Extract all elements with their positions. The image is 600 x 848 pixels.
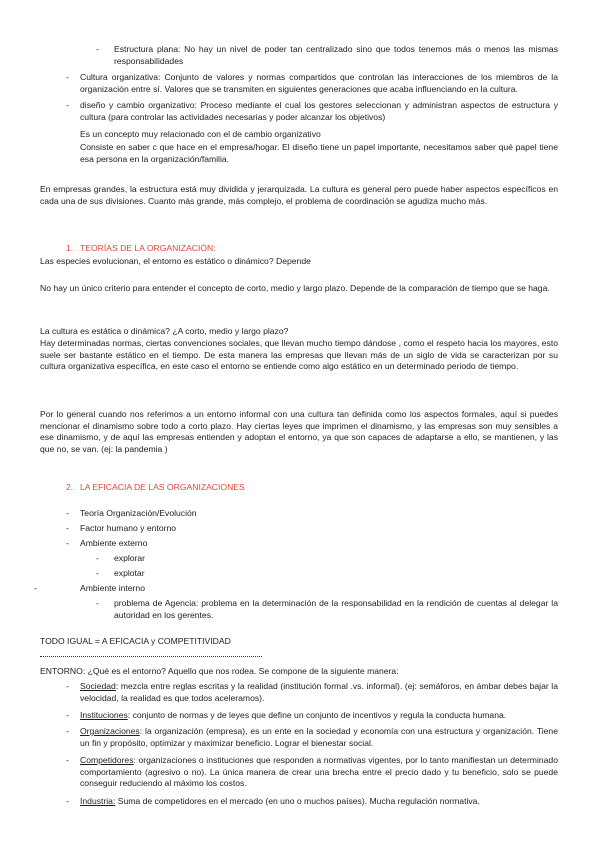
criterio-paragraph: No hay un único criterio para entender el concepto de corto, medio y largo plazo. Depende de la comparación de tiempo que se haga. — [40, 283, 550, 293]
sub-list-item: explotar — [114, 568, 145, 578]
list-item: Ambiente interno — [80, 583, 145, 593]
bullet-dash: - — [66, 755, 69, 765]
bullet-dash: - — [96, 553, 99, 563]
section1-title: TEORÍAS DE LA ORGANIZACIÓN: — [80, 243, 216, 253]
term-label: Sociedad — [80, 681, 116, 691]
section1-number: 1. — [66, 243, 74, 253]
general-paragraph: Por lo general cuando nos referimos a un entorno informal con una cultura tan definida como los aspectos formales, aquí si puedes mencionar el dinamismo sobre todo a corto plazo. Hay ciertas leyes que imprimen el dinamismo, y las empresas son muy sensibles a ese dinamismo, y de aquí las empresas entienden y adoptan el entorno, ya que son capaces de adaptarse a ello, se mantienen, y las que no, se van. (ej: la pandemia ) — [40, 409, 558, 454]
list-item: Factor humano y entorno — [80, 523, 177, 533]
bullet-dash: - — [96, 44, 99, 54]
term-definition: la organización (empresa), es un ente en la sociedad y economía con una estructura y organización. Tiene un fin y propósito, optimizar y maximizar beneficio. Lograr el bienestar social. — [80, 726, 558, 748]
term-label: Industria: — [80, 796, 116, 806]
bullet-dash: - — [66, 796, 69, 806]
term-label: Competidores — [80, 755, 134, 765]
term-definition: conjunto de normas y de leyes que define un conjunto de incentivos y regula la conducta humana. — [132, 710, 507, 720]
todo-igual-heading: TODO IGUAL = A EFICACIA y COMPETITIVIDAD — [40, 636, 231, 646]
term-label: Organizaciones — [80, 726, 140, 736]
bullet-dash: - — [96, 598, 99, 608]
bullet-dash: - — [66, 100, 69, 110]
list-item: Ambiente externo — [80, 538, 148, 548]
consiste-text: Consiste en saber c que hace en el empresa/hogar. El diseño tiene un papel importante, necesitamos saber qué papel tiene esa persona en la organización/familia. — [80, 142, 558, 164]
term-definition: mezcla entre reglas escritas y la realidad (institución formal .vs. informal). (ej: semáforos, en ámbar debes bajar la velocidad, la realidad es que todos aceleramos). — [80, 681, 558, 703]
section1-question: Las especies evolucionan, el entorno es estático o dinámico? Depende — [40, 256, 311, 266]
bullet-dash: - — [66, 710, 69, 720]
concepto-text: Es un concepto muy relacionado con el de cambio organizativo — [80, 129, 321, 139]
agencia-text: problema de Agencia: problema en la determinación de la responsabilidad en la rendición de cuentas al delegar la autoridad en los gerentes. — [114, 598, 558, 620]
entorno-item-instituciones: Instituciones: conjunto de normas y de leyes que define un conjunto de incentivos y regula la conducta humana. — [80, 710, 507, 720]
bullet-dash: - — [66, 72, 69, 82]
diseno-cambio-text: diseño y cambio organizativo: Proceso mediante el cual los gestores seleccionan y administran aspectos de estructura y cultura (para controlar las actividades necesarias y poder alcanzar los objetivos) — [80, 100, 558, 122]
bullet-dash: - — [66, 523, 69, 533]
bullet-dash: - — [66, 726, 69, 736]
entorno-item-industria — [80, 796, 558, 808]
section2-title: LA EFICACIA DE LAS ORGANIZACIONES — [80, 482, 245, 492]
bullet-dash: - — [66, 508, 69, 518]
term-definition: organizaciones o instituciones que responden a normativas vigentes, por lo tanto manifiestan un determinado comportamiento (agresivo o no). La única manera de crear una brecha entre el precio dado y tu beneficio, solo se puede conseguir reduciendo al máximo los costos. — [80, 755, 558, 789]
normas-paragraph: Hay determinadas normas, ciertas convenciones sociales, que llevan mucho tiempo dándose , como el respeto hacia los mayores, esto suele ser bastante estático en el tiempo. De esta manera las empresas que llevan más de un siglo de vida se caracterizan por su cultura organizativa específica, en este caso el entorno se entiende como algo estático en un determinado periodo de tiempo. — [40, 338, 558, 372]
dotted-separator — [40, 656, 262, 657]
cultura-organizativa-text: Cultura organizativa: Conjunto de valores y normas compartidos que controlan las interacciones de los miembros de la organización entre sí. Valores que se transmiten en siguientes generaciones que acaba influenciando en la cultura. — [80, 72, 558, 94]
bullet-dash: - — [66, 681, 69, 691]
term-definition: Suma de competidores en el mercado (en uno o muchos países). Mucha regulación normativa. — [117, 796, 480, 806]
section2-number: 2. — [66, 482, 74, 492]
entorno-intro: ENTORNO: ¿Qué es el entorno? Aquello que nos rodea. Se compone de la siguiente manera: — [40, 666, 399, 676]
bullet-dash: - — [96, 568, 99, 578]
list-item: Teoría Organización/Evolución — [80, 508, 197, 518]
bullet-dash: - — [34, 583, 37, 593]
term-label: Instituciones — [80, 710, 128, 720]
entorno-item-sociedad: Sociedad: mezcla entre reglas escritas y la realidad (institución formal .vs. informal). (ej: semáforos, en ámbar debes bajar la velocidad, la realidad es que todos aceleramos). — [80, 681, 558, 703]
entorno-item-organizaciones: Organizaciones: la organización (empresa), es un ente en la sociedad y economía con una estructura y organización. Tiene un fin y propósito, optimizar y maximizar beneficio. Lograr el bienestar social. — [80, 726, 558, 748]
empresas-paragraph: En empresas grandes, la estructura está muy dividida y jerarquizada. La cultura es general pero puede haber aspectos específicos en cada una de sus divisiones. Cuanto más grande, más complejo, el problema de coordinación se agudiza mucho más. — [40, 184, 558, 206]
bullet-dash: - — [66, 538, 69, 548]
section1-question2: La cultura es estática o dinámica? ¿A corto, medio y largo plazo? — [40, 326, 289, 336]
entorno-item-competidores: Competidores: organizaciones o instituciones que responden a normativas vigentes, por lo tanto manifiestan un determinado comportamiento (agresivo o no). La única manera de crear una brecha entre el precio dado y tu beneficio, solo se puede conseguir reduciendo al máximo los costos. — [80, 755, 558, 789]
sub-list-item: explorar — [114, 553, 146, 563]
estructura-plana-text: Estructura plana: No hay un nivel de poder tan centralizado sino que todos tenemos más o menos las mismas responsabilidades — [114, 44, 558, 66]
